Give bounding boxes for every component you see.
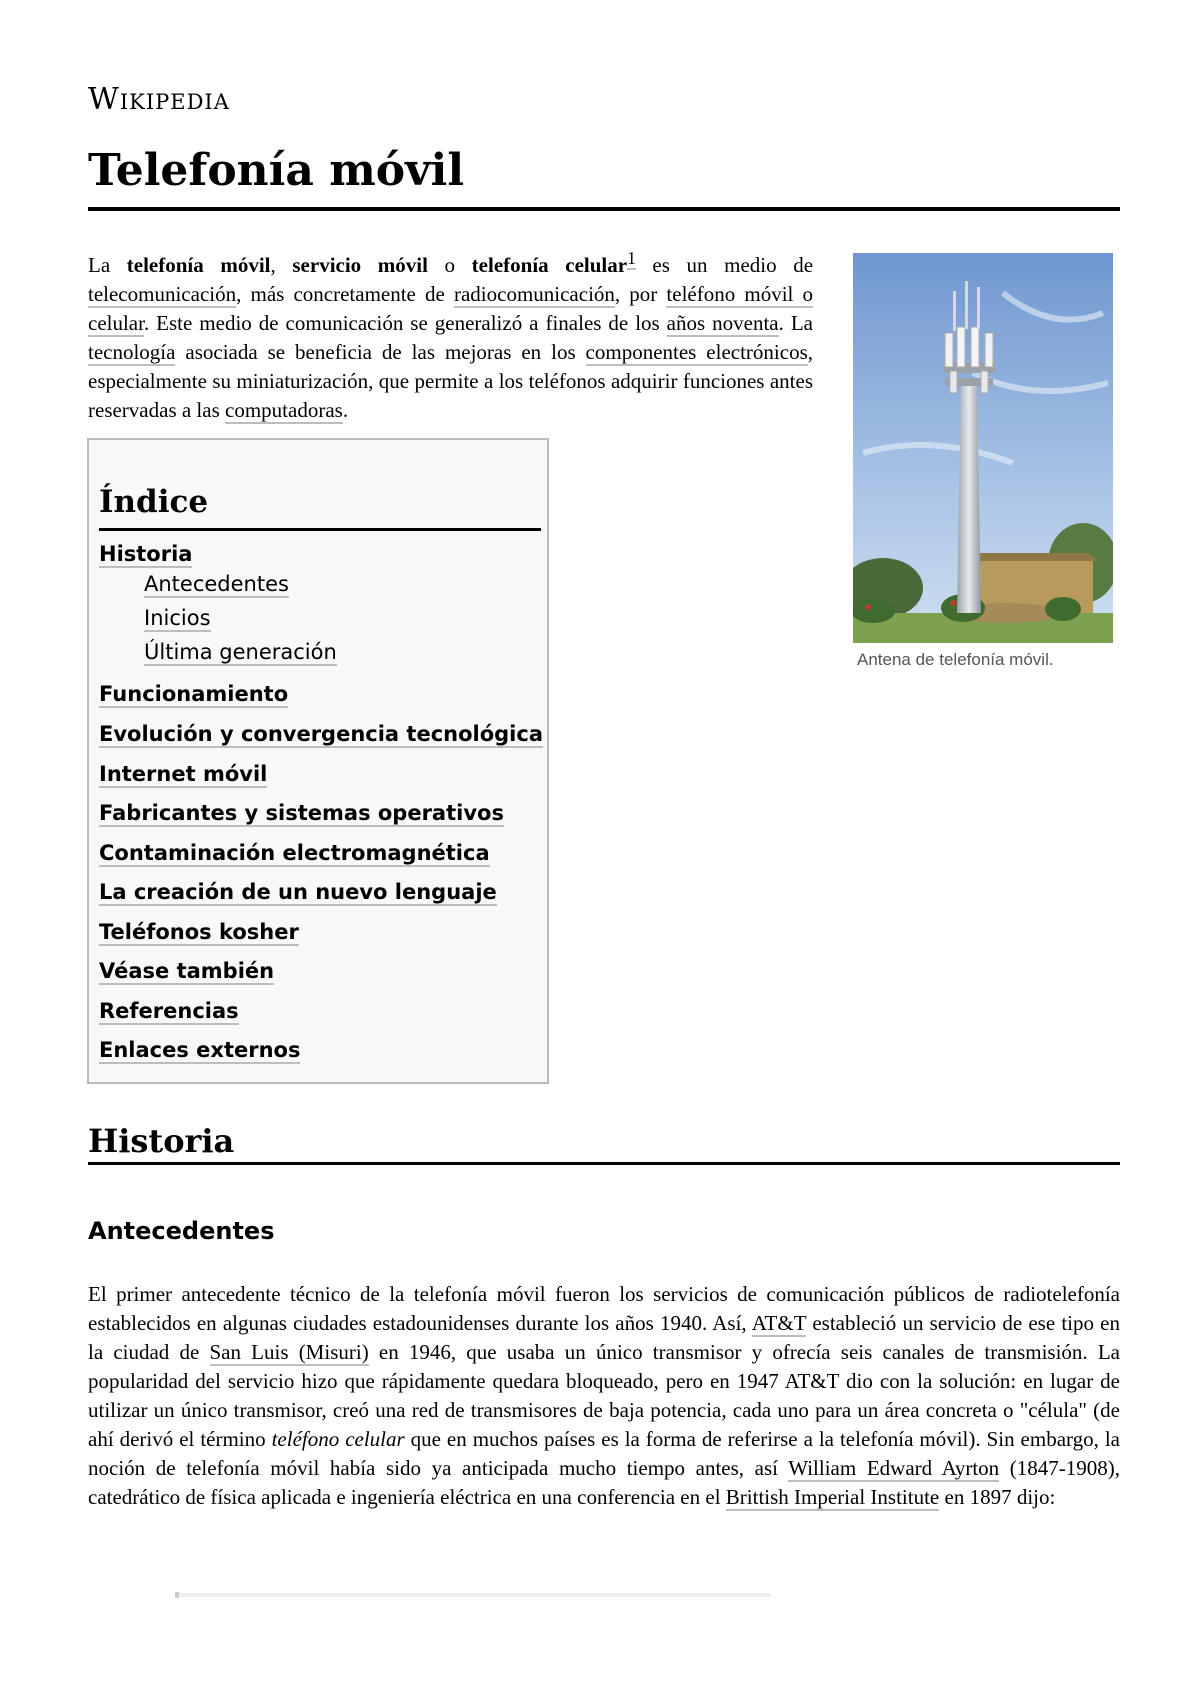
toc-item-fabricantes[interactable]: Fabricantes y sistemas operativos [99,801,504,825]
link-san-luis[interactable]: San Luis (Misuri) [209,1340,369,1364]
toc-item-antecedentes[interactable]: Antecedentes [144,572,289,596]
toc-item-funcionamiento[interactable]: Funcionamiento [99,682,289,706]
toc-item-nuevo-lenguaje[interactable]: La creación de un nuevo lenguaje [99,880,497,904]
toc-item-vease-tambien[interactable]: Véase también [99,959,275,983]
link-anos-noventa[interactable]: años noventa [666,311,779,335]
link-telefono-movil[interactable]: teléfono móvil o celular [88,282,813,335]
link-telecomunicacion[interactable]: telecomunicación [88,282,237,306]
antenna-image[interactable] [853,253,1113,643]
toc-item-enlaces-externos[interactable]: Enlaces externos [99,1038,301,1062]
section-divider [88,1162,1120,1165]
link-att[interactable]: AT&T [751,1311,807,1335]
wikipedia-logo[interactable]: Wikipedia [88,82,230,117]
toc-title: Índice [99,484,209,520]
link-tecnologia[interactable]: tecnología [88,340,176,364]
toc-item-ultima-generacion[interactable]: Última generación [144,640,337,664]
toc-item-contaminacion[interactable]: Contaminación electromagnética [99,841,490,865]
toc-item-telefonos-kosher[interactable]: Teléfonos kosher [99,920,299,944]
toc-item-internet-movil[interactable]: Internet móvil [99,762,268,786]
link-componentes-electronicos[interactable]: componentes electrónicos [585,340,808,364]
toc-item-referencias[interactable]: Referencias [99,999,239,1023]
toc-item-inicios[interactable]: Inicios [144,606,211,630]
link-brittish-imperial-institute[interactable]: Brittish Imperial Institute [725,1485,940,1509]
quote-block-top [175,1593,770,1597]
table-of-contents [87,438,549,1084]
section-heading-historia: Historia [88,1122,235,1160]
toc-item-evolucion[interactable]: Evolución y convergencia tecnológica [99,722,543,746]
image-caption: Antena de telefonía móvil. [857,650,1054,669]
toc-item-historia[interactable]: Historia [99,542,193,566]
link-radiocomunicacion[interactable]: radiocomunicación [453,282,615,306]
link-computadoras[interactable]: computadoras [225,398,343,422]
antecedentes-paragraph: El primer antecedente técnico de la telefonía móvil fueron los servicios de comunicación públicos de radiotelefonía establecidos en algunas ciudades estadounidenses durante los años 1940. Así, AT&T estableció un servicio de ese tipo en la ciudad de San Luis (Misuri) en 1946, que usaba un único transmisor y ofrecía seis canales de transmisión. La popularidad del servicio hizo que rápidamente quedara bloqueado, pero en 1947 AT&T dio con la solución: en lugar de utilizar un único transmisor, creó una red de transmisores de baja potencia, cada uno para un área concreta o "célula" (de ahí derivó el término teléfono celular que en muchos países es la forma de referirse a la telefonía móvil). Sin embargo, la noción de telefonía móvil había sido ya anticipada mucho tiempo antes, así William Edward Ayrton (1847-1908), catedrático de física aplicada e ingeniería eléctrica en una conferencia en el Brittish Imperial Institute en 1897 dijo: [88,1282,1121,1509]
link-william-edward-ayrton[interactable]: William Edward Ayrton [788,1456,1000,1480]
page-title: Telefonía móvil [88,145,465,196]
lead-paragraph: La telefonía móvil, servicio móvil o telefonía celular$^1$ es un medio de telecomunicación, más concretamente de radiocomunicación, por teléfono móvil o celular. Este medio de comunicación se generalizó a finales de los años noventa. La tecnología asociada se beneficia de las mejoras en los componentes electrónicos, especialmente su miniaturización, que permite a los teléfonos adquirir funciones antes reservadas a las computadoras. [88,248,814,422]
reference-link[interactable]: 1 [627,248,636,268]
quote-block-marker [175,1592,179,1598]
title-divider [88,207,1120,211]
toc-divider [99,528,541,531]
subsection-heading-antecedentes: Antecedentes [88,1217,275,1245]
